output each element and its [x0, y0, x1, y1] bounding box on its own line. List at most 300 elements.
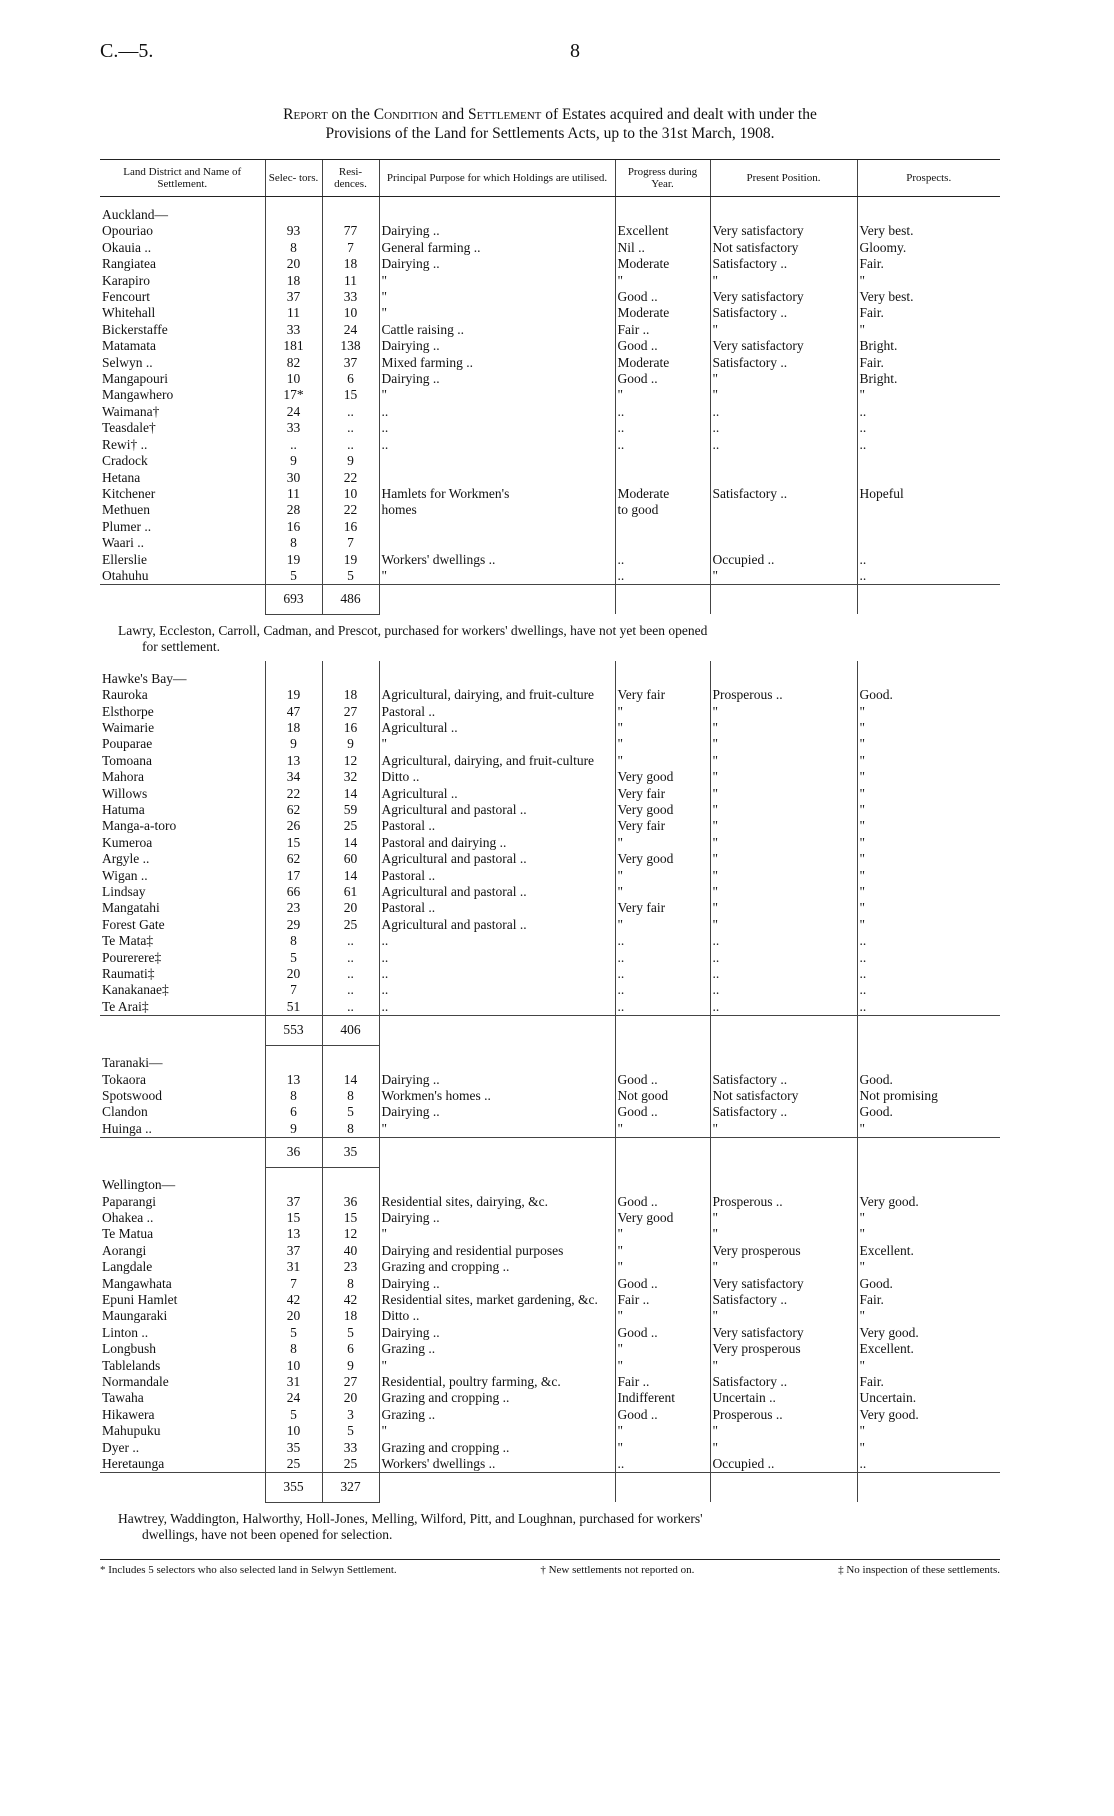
- progress-cell: ..: [615, 552, 710, 568]
- progress-cell: Moderate: [615, 256, 710, 272]
- settlements-table: [100, 159, 1000, 1549]
- position-cell: ": [710, 884, 857, 900]
- progress-cell: Indifferent: [615, 1390, 710, 1406]
- settlement-name: Te Matua: [102, 1226, 154, 1242]
- selectors-count: 19: [265, 552, 322, 568]
- residences-count: ..: [322, 404, 379, 420]
- position-cell: Satisfactory ..: [710, 486, 857, 502]
- progress-cell: ..: [615, 1456, 710, 1473]
- col-selectors: Selec- tors.: [265, 160, 322, 197]
- position-cell: ": [710, 1210, 857, 1226]
- prospects-cell: ..: [857, 420, 1000, 436]
- table-row: [100, 802, 1000, 818]
- purpose-cell: ": [379, 289, 615, 305]
- prospects-cell: ..: [857, 568, 1000, 585]
- position-cell: ..: [710, 982, 857, 998]
- empty-cell: [379, 1138, 615, 1167]
- residences-count: 59: [322, 802, 379, 818]
- residences-count: 14: [322, 1072, 379, 1088]
- prospects-cell: Excellent.: [857, 1341, 1000, 1357]
- progress-cell: ..: [615, 999, 710, 1016]
- settlement-name: Spotswood: [102, 1088, 163, 1103]
- selectors-count: 29: [265, 917, 322, 933]
- settlement-name: Kitchener: [102, 485, 156, 501]
- purpose-cell: Dairying ..: [379, 1072, 615, 1088]
- purpose-cell: Agricultural, dairying, and fruit-culture: [379, 687, 615, 703]
- residences-count: 19: [322, 552, 379, 568]
- residences-count: 8: [322, 1121, 379, 1138]
- selectors-count: 22: [265, 786, 322, 802]
- selectors-count: 9: [265, 453, 322, 469]
- total-row: [100, 1473, 1000, 1502]
- progress-cell: Good ..: [615, 1194, 710, 1210]
- region-name: Auckland—: [102, 207, 168, 222]
- selectors-count: 33: [265, 322, 322, 338]
- empty-cell: [615, 661, 710, 687]
- position-cell: [710, 453, 857, 469]
- table-row: [100, 884, 1000, 900]
- col-purpose: Principal Purpose for which Holdings are utilised.: [379, 160, 615, 197]
- progress-cell: ": [615, 868, 710, 884]
- prospects-cell: ": [857, 720, 1000, 736]
- residences-count: 18: [322, 687, 379, 703]
- prospects-cell: Fair.: [857, 305, 1000, 321]
- region-row: [100, 1045, 1000, 1071]
- settlement-name: Bickerstaffe: [102, 321, 168, 337]
- selectors-count: 28: [265, 502, 322, 518]
- selectors-count: 15: [265, 1210, 322, 1226]
- prospects-cell: ": [857, 818, 1000, 834]
- title-text: on the: [327, 106, 374, 123]
- selectors-count: 26: [265, 818, 322, 834]
- selectors-count: 17*: [265, 387, 322, 403]
- residences-count: ..: [322, 437, 379, 453]
- position-cell: ": [710, 1308, 857, 1324]
- prospects-cell: Hopeful: [857, 486, 1000, 502]
- settlement-name: Waari ..: [102, 535, 145, 551]
- position-cell: ": [710, 917, 857, 933]
- selectors-count: 23: [265, 900, 322, 916]
- settlement-name: Pouparae: [102, 736, 153, 752]
- prospects-cell: ..: [857, 437, 1000, 453]
- residences-count: 25: [322, 917, 379, 933]
- total-residences: 406: [322, 1016, 379, 1045]
- residences-count: 5: [322, 568, 379, 585]
- progress-cell: ": [615, 835, 710, 851]
- residences-count: 27: [322, 1374, 379, 1390]
- empty-cell: [100, 1138, 265, 1167]
- selectors-count: 5: [265, 950, 322, 966]
- prospects-cell: ": [857, 387, 1000, 403]
- table-row: [100, 519, 1000, 535]
- purpose-cell: Pastoral and dairying ..: [379, 835, 615, 851]
- residences-count: ..: [322, 950, 379, 966]
- selectors-count: 8: [265, 1088, 322, 1104]
- title-text: of Estates acquired and dealt with under the: [541, 106, 817, 123]
- position-cell: ": [710, 786, 857, 802]
- purpose-cell: Grazing and cropping ..: [379, 1440, 615, 1456]
- position-cell: ": [710, 273, 857, 289]
- purpose-cell: ": [379, 273, 615, 289]
- residences-count: 77: [322, 223, 379, 239]
- prospects-cell: ": [857, 835, 1000, 851]
- selectors-count: 13: [265, 1226, 322, 1242]
- settlement-name: Cradock: [102, 453, 148, 469]
- table-row: [100, 470, 1000, 486]
- residences-count: 6: [322, 371, 379, 387]
- prospects-cell: ": [857, 1358, 1000, 1374]
- table-row: [100, 753, 1000, 769]
- settlement-name: Hatuma: [102, 802, 145, 817]
- footnote-double-dagger: ‡ No inspection of these settlements.: [838, 1563, 1000, 1576]
- note-line-2: dwellings, have not been opened for selection.: [142, 1526, 393, 1542]
- residences-count: 60: [322, 851, 379, 867]
- selectors-count: 10: [265, 1358, 322, 1374]
- selectors-count: 9: [265, 1121, 322, 1138]
- selectors-count: 62: [265, 802, 322, 818]
- table-body: [100, 197, 1000, 1549]
- progress-cell: ..: [615, 437, 710, 453]
- progress-cell: ..: [615, 404, 710, 420]
- residences-count: 5: [322, 1325, 379, 1341]
- purpose-cell: Cattle raising ..: [379, 322, 615, 338]
- table-row: [100, 1121, 1000, 1138]
- region-row: [100, 1167, 1000, 1193]
- table-row: [100, 1374, 1000, 1390]
- empty-cell: [710, 1473, 857, 1502]
- selectors-count: 24: [265, 1390, 322, 1406]
- settlement-name: Aorangi: [102, 1242, 147, 1258]
- purpose-cell: ..: [379, 966, 615, 982]
- empty-cell: [322, 661, 379, 687]
- prospects-cell: ..: [857, 552, 1000, 568]
- settlement-name: Maungaraki: [102, 1308, 168, 1324]
- purpose-cell: Residential, poultry farming, &c.: [379, 1374, 615, 1390]
- empty-cell: [615, 1138, 710, 1167]
- empty-cell: [379, 1016, 615, 1045]
- purpose-cell: Mixed farming ..: [379, 355, 615, 371]
- table-row: [100, 1226, 1000, 1242]
- residences-count: 24: [322, 322, 379, 338]
- position-cell: ": [710, 818, 857, 834]
- settlement-name: Epuni Hamlet: [102, 1291, 178, 1307]
- progress-cell: [615, 535, 710, 551]
- progress-cell: Not good: [615, 1088, 710, 1104]
- table-row: [100, 999, 1000, 1016]
- settlement-name: Otahuhu: [102, 567, 149, 583]
- residences-count: 22: [322, 470, 379, 486]
- residences-count: 18: [322, 256, 379, 272]
- settlement-name: Mangapouri: [102, 371, 168, 387]
- empty-cell: [265, 1167, 322, 1193]
- residences-count: 7: [322, 535, 379, 551]
- settlement-name: Ellerslie: [102, 551, 147, 567]
- table-row: [100, 338, 1000, 354]
- table-row: [100, 786, 1000, 802]
- progress-cell: Good ..: [615, 338, 710, 354]
- prospects-cell: ": [857, 1423, 1000, 1439]
- settlement-name: Te Mata‡: [102, 933, 154, 949]
- selectors-count: 31: [265, 1259, 322, 1275]
- settlement-name: Karapiro: [102, 272, 150, 288]
- progress-cell: ..: [615, 950, 710, 966]
- progress-cell: Very good: [615, 1210, 710, 1226]
- residences-count: 8: [322, 1088, 379, 1104]
- empty-cell: [857, 661, 1000, 687]
- purpose-cell: Dairying ..: [379, 1276, 615, 1292]
- purpose-cell: ..: [379, 933, 615, 949]
- position-cell: ": [710, 1121, 857, 1138]
- total-row: [100, 1016, 1000, 1045]
- prospects-cell: Fair.: [857, 256, 1000, 272]
- empty-cell: [615, 1167, 710, 1193]
- selectors-count: 5: [265, 568, 322, 585]
- prospects-cell: [857, 502, 1000, 518]
- progress-cell: ": [615, 753, 710, 769]
- settlement-name: Whitehall: [102, 305, 156, 321]
- empty-cell: [857, 1473, 1000, 1502]
- prospects-cell: Fair.: [857, 1374, 1000, 1390]
- purpose-cell: ": [379, 1121, 615, 1138]
- residences-count: 15: [322, 387, 379, 403]
- progress-cell: ": [615, 1358, 710, 1374]
- progress-cell: ": [615, 1259, 710, 1275]
- table-row: [100, 933, 1000, 949]
- progress-cell: ": [615, 1308, 710, 1324]
- settlement-name: Mangatahi: [102, 900, 160, 916]
- table-row: [100, 769, 1000, 785]
- position-cell: Satisfactory ..: [710, 1104, 857, 1120]
- position-cell: ": [710, 802, 857, 818]
- settlement-name: Heretaunga: [102, 1456, 165, 1472]
- purpose-cell: Dairying ..: [379, 371, 615, 387]
- purpose-cell: ..: [379, 420, 615, 436]
- empty-cell: [265, 661, 322, 687]
- position-cell: ..: [710, 404, 857, 420]
- progress-cell: ..: [615, 966, 710, 982]
- note-line-1: Hawtrey, Waddington, Halworthy, Holl-Jones, Melling, Wilford, Pitt, and Loughnan, purchased for workers': [118, 1510, 703, 1526]
- prospects-cell: Uncertain.: [857, 1390, 1000, 1406]
- selectors-count: 11: [265, 305, 322, 321]
- residences-count: 33: [322, 289, 379, 305]
- purpose-cell: ": [379, 305, 615, 321]
- residences-count: 3: [322, 1407, 379, 1423]
- residences-count: 25: [322, 1456, 379, 1473]
- settlement-name: Forest Gate: [102, 916, 165, 932]
- purpose-cell: [379, 453, 615, 469]
- prospects-cell: Very best.: [857, 289, 1000, 305]
- selectors-count: 42: [265, 1292, 322, 1308]
- position-cell: Uncertain ..: [710, 1390, 857, 1406]
- position-cell: Very satisfactory: [710, 338, 857, 354]
- selectors-count: 19: [265, 687, 322, 703]
- table-row: [100, 704, 1000, 720]
- col-progress: Progress during Year.: [615, 160, 710, 197]
- purpose-cell: Pastoral ..: [379, 900, 615, 916]
- total-residences: 35: [322, 1138, 379, 1167]
- position-cell: ": [710, 1423, 857, 1439]
- progress-cell: [615, 470, 710, 486]
- selectors-count: 13: [265, 753, 322, 769]
- purpose-cell: Agricultural and pastoral ..: [379, 917, 615, 933]
- progress-cell: Good ..: [615, 1276, 710, 1292]
- settlement-name: Opouriao: [102, 223, 153, 239]
- settlement-name: Tokaora: [102, 1071, 147, 1087]
- table-row: [100, 502, 1000, 518]
- prospects-cell: ": [857, 753, 1000, 769]
- prospects-cell: ..: [857, 404, 1000, 420]
- purpose-cell: [379, 519, 615, 535]
- settlement-name: Rangiatea: [102, 256, 156, 272]
- prospects-cell: Very good.: [857, 1407, 1000, 1423]
- progress-cell: ..: [615, 982, 710, 998]
- settlement-name: Plumer ..: [102, 518, 152, 534]
- position-cell: ..: [710, 420, 857, 436]
- region-row: [100, 661, 1000, 687]
- purpose-cell: Dairying ..: [379, 256, 615, 272]
- selectors-count: 15: [265, 835, 322, 851]
- progress-cell: [615, 519, 710, 535]
- table-row: [100, 1210, 1000, 1226]
- table-row: [100, 371, 1000, 387]
- note-cell: [100, 1502, 1000, 1549]
- region-name: Taranaki—: [102, 1055, 163, 1071]
- prospects-cell: ": [857, 1121, 1000, 1138]
- prospects-cell: ": [857, 1226, 1000, 1242]
- position-cell: Prosperous ..: [710, 1407, 857, 1423]
- position-cell: ": [710, 322, 857, 338]
- purpose-cell: Hamlets for Workmen's: [379, 486, 615, 502]
- table-row: [100, 1341, 1000, 1357]
- prospects-cell: Good.: [857, 1072, 1000, 1088]
- table-row: [100, 453, 1000, 469]
- prospects-cell: ": [857, 1308, 1000, 1324]
- table-row: [100, 552, 1000, 568]
- position-cell: ": [710, 769, 857, 785]
- table-row: [100, 900, 1000, 916]
- table-row: [100, 305, 1000, 321]
- empty-cell: [615, 197, 710, 224]
- purpose-cell: Agricultural, dairying, and fruit-culture: [379, 753, 615, 769]
- table-row: [100, 1423, 1000, 1439]
- selectors-count: 8: [265, 933, 322, 949]
- prospects-cell: ": [857, 736, 1000, 752]
- progress-cell: ": [615, 1226, 710, 1242]
- purpose-cell: Ditto ..: [379, 1308, 615, 1324]
- progress-cell: ": [615, 736, 710, 752]
- progress-cell: ": [615, 1423, 710, 1439]
- table-row: [100, 687, 1000, 703]
- selectors-count: 6: [265, 1104, 322, 1120]
- purpose-cell: Pastoral ..: [379, 868, 615, 884]
- empty-cell: [857, 1138, 1000, 1167]
- purpose-cell: Agricultural and pastoral ..: [379, 884, 615, 900]
- purpose-cell: Dairying ..: [379, 1325, 615, 1341]
- note-line-1: Lawry, Eccleston, Carroll, Cadman, and Prescot, purchased for workers' dwellings, have not yet been opened: [118, 622, 708, 638]
- position-cell: Not satisfactory: [710, 1088, 857, 1104]
- footnote-dagger: † New settlements not reported on.: [540, 1563, 695, 1576]
- footnotes: [100, 1559, 1000, 1577]
- empty-cell: [322, 1045, 379, 1071]
- empty-cell: [710, 1045, 857, 1071]
- progress-cell: ": [615, 917, 710, 933]
- table-row: [100, 240, 1000, 256]
- purpose-cell: ": [379, 568, 615, 585]
- prospects-cell: ..: [857, 950, 1000, 966]
- selectors-count: 17: [265, 868, 322, 884]
- progress-cell: Good ..: [615, 289, 710, 305]
- progress-cell: Very fair: [615, 818, 710, 834]
- settlement-name: Huinga ..: [102, 1120, 152, 1136]
- table-row: [100, 1325, 1000, 1341]
- purpose-cell: ..: [379, 999, 615, 1016]
- position-cell: ": [710, 835, 857, 851]
- position-cell: Very satisfactory: [710, 1276, 857, 1292]
- empty-cell: [265, 1045, 322, 1071]
- prospects-cell: Excellent.: [857, 1243, 1000, 1259]
- progress-cell: Good ..: [615, 1325, 710, 1341]
- empty-cell: [615, 585, 710, 614]
- selectors-count: 20: [265, 966, 322, 982]
- table-row: [100, 1390, 1000, 1406]
- total-residences: 486: [322, 585, 379, 614]
- prospects-cell: ": [857, 900, 1000, 916]
- settlement-name: Mangawhero: [102, 387, 174, 403]
- empty-cell: [615, 1473, 710, 1502]
- residences-count: 9: [322, 736, 379, 752]
- progress-cell: ": [615, 1121, 710, 1138]
- prospects-cell: [857, 519, 1000, 535]
- prospects-cell: ": [857, 704, 1000, 720]
- prospects-cell: Very best.: [857, 223, 1000, 239]
- empty-cell: [379, 661, 615, 687]
- table-row: [100, 1276, 1000, 1292]
- progress-cell: Very good: [615, 802, 710, 818]
- position-cell: ": [710, 568, 857, 585]
- table-row: [100, 535, 1000, 551]
- position-cell: ": [710, 900, 857, 916]
- position-cell: Satisfactory ..: [710, 1374, 857, 1390]
- empty-cell: [379, 585, 615, 614]
- purpose-cell: Grazing ..: [379, 1407, 615, 1423]
- position-cell: [710, 502, 857, 518]
- residences-count: 9: [322, 453, 379, 469]
- position-cell: [710, 470, 857, 486]
- residences-count: ..: [322, 999, 379, 1016]
- settlement-name: Kanakanae‡: [102, 982, 169, 998]
- prospects-cell: Good.: [857, 687, 1000, 703]
- purpose-cell: Agricultural and pastoral ..: [379, 802, 615, 818]
- empty-cell: [379, 1167, 615, 1193]
- settlement-name: Willows: [102, 785, 148, 801]
- table-row: [100, 1088, 1000, 1104]
- settlement-name: Raumati‡: [102, 966, 155, 982]
- position-cell: ..: [710, 933, 857, 949]
- table-row: [100, 1259, 1000, 1275]
- residences-count: 8: [322, 1276, 379, 1292]
- table-row: [100, 404, 1000, 420]
- prospects-cell: ": [857, 273, 1000, 289]
- table-row: [100, 289, 1000, 305]
- residences-count: 15: [322, 1210, 379, 1226]
- progress-cell: Good ..: [615, 371, 710, 387]
- progress-cell: Good ..: [615, 1104, 710, 1120]
- selectors-count: 47: [265, 704, 322, 720]
- settlement-name: Waimana†: [102, 403, 160, 419]
- residences-count: 12: [322, 1226, 379, 1242]
- empty-cell: [379, 197, 615, 224]
- table-row: [100, 1407, 1000, 1423]
